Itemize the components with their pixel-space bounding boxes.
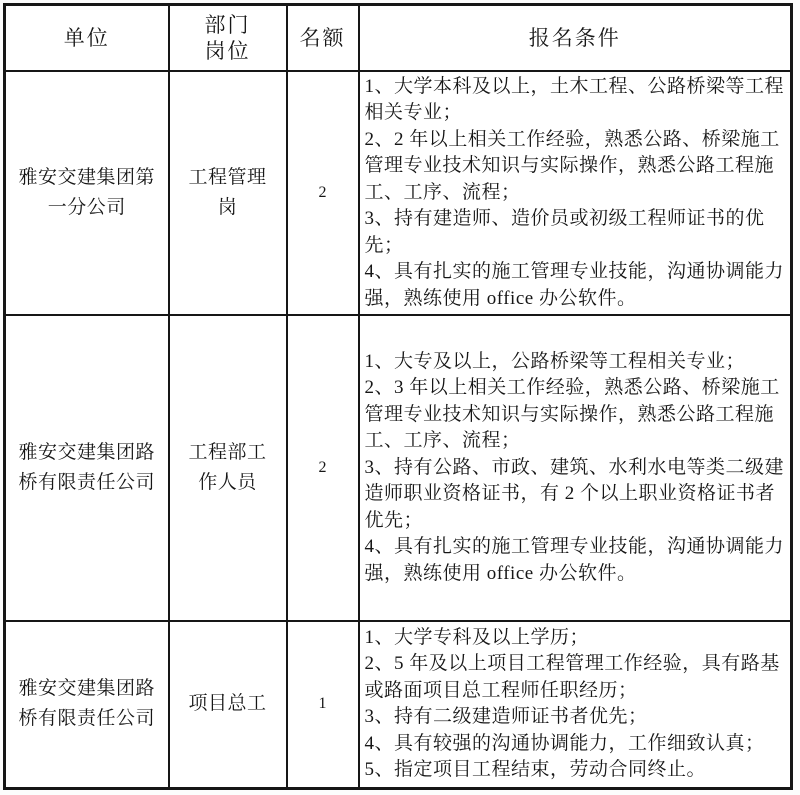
quota-cell: 1 xyxy=(287,621,359,788)
condition-item: 4、具有较强的沟通协调能力，工作细致认真； xyxy=(364,732,765,754)
header-position-label: 部门岗位 xyxy=(204,12,251,63)
condition-item: 5、指定项目工程结束，劳动合同终止。 xyxy=(364,759,707,781)
quota-cell: 2 xyxy=(287,71,359,316)
condition-item: 1、大专及以上，公路桥梁等工程相关专业； xyxy=(364,350,746,372)
condition-item: 2、3 年以上相关工作经验，熟悉公路、桥梁施工管理专业技术知识与实际操作，熟悉公路工程施工、工序、流程； xyxy=(364,377,780,452)
conditions-cell xyxy=(359,315,792,621)
header-quota xyxy=(287,5,359,71)
condition-item: 2、5 年及以上项目工程管理工作经验，具有路基或路面项目总工程师任职经历； xyxy=(364,653,780,701)
condition-item: 1、大学专科及以上学历； xyxy=(364,626,590,648)
position-cell: 工程管理岗 xyxy=(169,71,287,316)
header-unit xyxy=(5,5,169,71)
unit-cell: 雅安交建集团路桥有限责任公司 xyxy=(5,621,169,788)
condition-item: 2、2 年以上相关工作经验，熟悉公路、桥梁施工管理专业技术知识与实际操作，熟悉公路工程施工、工序、流程； xyxy=(364,128,780,203)
table-header-row xyxy=(5,5,792,71)
unit-cell: 雅安交建集团路桥有限责任公司 xyxy=(5,315,169,621)
position-cell: 工程部工作人员 xyxy=(169,315,287,621)
table-row xyxy=(5,621,792,788)
quota-cell: 2 xyxy=(287,315,359,621)
table-row xyxy=(5,71,792,316)
header-quota-label: 名额 xyxy=(299,25,346,50)
condition-item: 3、持有二级建造师证书者优先； xyxy=(364,706,648,728)
header-conditions xyxy=(359,5,792,71)
header-position xyxy=(169,5,287,71)
condition-item: 3、持有公路、市政、建筑、水利水电等类二级建造师职业资格证书，有 2 个以上职业资格证书者优先； xyxy=(364,456,785,531)
condition-item: 1、大学本科及以上，土木工程、公路桥梁等工程相关专业； xyxy=(364,75,785,123)
condition-item: 3、持有建造师、造价员或初级工程师证书的优先； xyxy=(364,208,765,256)
header-unit-label: 单位 xyxy=(63,25,110,50)
conditions-cell xyxy=(359,621,792,788)
condition-item: 4、具有扎实的施工管理专业技能，沟通协调能力强，熟练使用 office 办公软件。 xyxy=(364,536,785,584)
position-cell: 项目总工 xyxy=(169,621,287,788)
condition-item: 4、具有扎实的施工管理专业技能，沟通协调能力强，熟练使用 office 办公软件。 xyxy=(364,261,785,309)
header-conditions-label: 报名条件 xyxy=(528,25,621,50)
unit-cell: 雅安交建集团第一分公司 xyxy=(5,71,169,316)
table-row xyxy=(5,315,792,621)
recruitment-table xyxy=(3,3,793,790)
conditions-cell xyxy=(359,71,792,316)
